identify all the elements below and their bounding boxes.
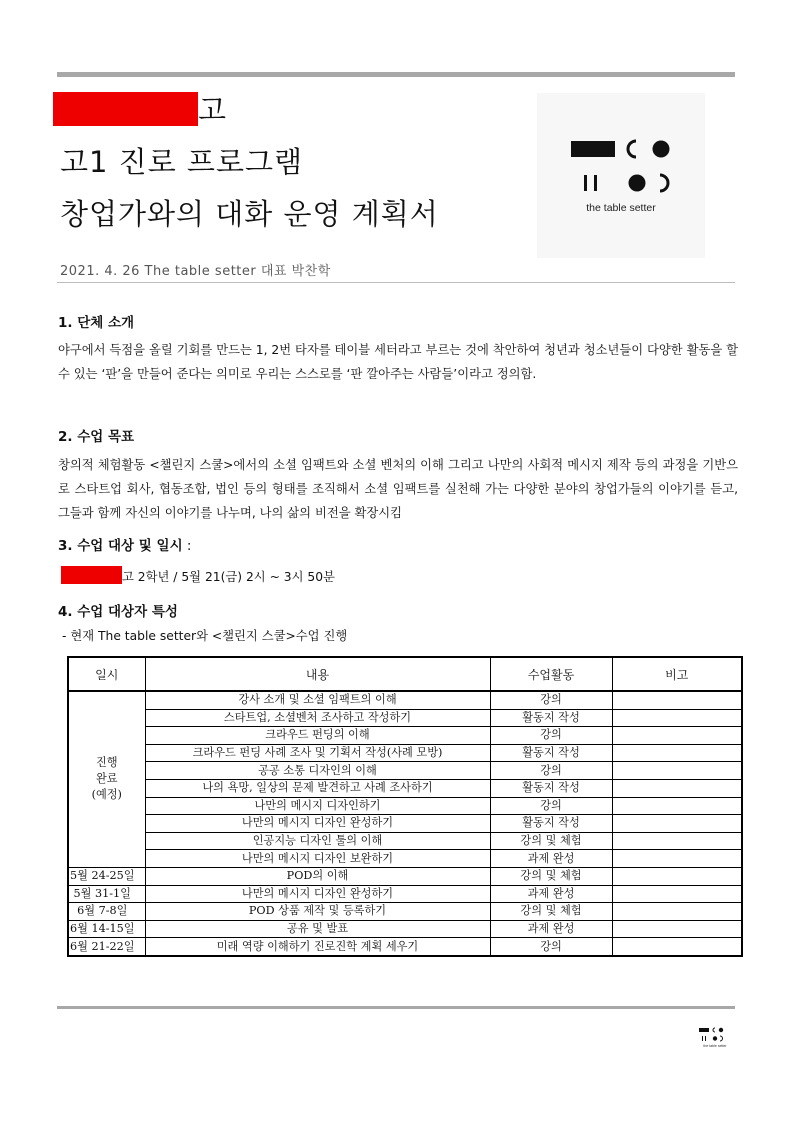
section-1-body: 야구에서 득점을 올릴 기회를 만드는 1, 2번 타자를 테이블 세터라고 부르는 것에 착안하여 청년과 청소년들이 다양한 활동을 할 수 있는 ‘판’을 만들어 준다는 의미로 우리는 스스로를 ‘판 깔아주는 사람들’이라고 정의함. [58,343,738,381]
logo-caption: the table setter [586,202,656,214]
activity-cell: 강의 [490,797,612,815]
note-cell [612,691,742,709]
content-cell: 나만의 메시지 디자인 보완하기 [145,850,490,868]
school-name-suffix: 고 [198,93,228,127]
redacted-school-name-2 [61,566,122,584]
section-3-heading-text: 3. 수업 대상 및 일시 [58,538,183,554]
footer-logo-mark-icon [697,1024,733,1054]
table-setter-logo [537,93,705,258]
date-cell: 6월 7-8일 [68,903,145,921]
note-cell [612,815,742,833]
activity-cell: 강의 및 체험 [490,867,612,885]
content-cell: 나만의 메시지 디자인 완성하기 [145,815,490,833]
content-cell: 강사 소개 및 소셜 임팩트의 이해 [145,691,490,709]
table-row [68,903,742,921]
activity-cell: 과제 완성 [490,920,612,938]
title-line-1: 고1 진로 프로그램 [60,145,303,179]
logo-mark-icon [537,93,705,258]
table-row [68,744,742,762]
note-cell [612,744,742,762]
section-2-heading: 2. 수업 목표 [58,429,135,445]
table-row [68,867,742,885]
class-schedule-detail: 고 2학년 / 5월 21(금) 2시 ~ 3시 50분 [122,570,335,584]
note-cell [612,867,742,885]
table-row [68,727,742,745]
note-cell [612,797,742,815]
content-cell: POD 상품 제작 및 등록하기 [145,903,490,921]
table-row [68,920,742,938]
activity-cell: 과제 완성 [490,850,612,868]
note-cell [612,779,742,797]
activity-cell: 강의 [490,691,612,709]
content-cell: 크라우드 펀딩 사례 조사 및 기획서 작성(사례 모방) [145,744,490,762]
activity-cell: 강의 [490,938,612,956]
section-3-heading [58,534,191,554]
note-cell [612,727,742,745]
content-cell: 스타트업, 소셜벤처 조사하고 작성하기 [145,709,490,727]
activity-cell: 강의 [490,727,612,745]
content-cell: 인공지능 디자인 툴의 이해 [145,832,490,850]
date-cell: 6월 14-15일 [68,920,145,938]
note-cell [612,903,742,921]
header-note: 비고 [612,657,742,691]
section-4-note: - 현재 The table setter와 <챌린지 스쿨>수업 진행 [62,629,348,643]
schedule-table [67,656,743,957]
section-4-heading: 4. 수업 대상자 특성 [58,604,178,620]
table-row [68,691,742,709]
top-rule [57,72,735,77]
document-date-author: 2021. 4. 26 The table setter 대표 박찬학 [60,264,331,279]
note-cell [612,850,742,868]
footer-logo-caption: the table setter [703,1044,727,1048]
activity-cell: 강의 및 체험 [490,832,612,850]
note-cell [612,709,742,727]
table-body [68,691,742,956]
content-cell: 나의 욕망, 일상의 문제 발견하고 사례 조사하기 [145,779,490,797]
table-row [68,797,742,815]
content-cell: 크라우드 펀딩의 이해 [145,727,490,745]
date-cell: 5월 24-25일 [68,867,145,885]
table-row [68,885,742,903]
table-row [68,762,742,780]
table-header-row [68,657,742,691]
activity-cell: 활동지 작성 [490,744,612,762]
table-row [68,832,742,850]
content-cell: 미래 역량 이해하기 진로진학 계획 세우기 [145,938,490,956]
note-cell [612,832,742,850]
title-line-2: 창업가와의 대화 운영 계획서 [60,197,439,231]
bottom-rule [57,1006,735,1009]
note-cell [612,885,742,903]
header-content: 내용 [145,657,490,691]
header-date: 일시 [68,657,145,691]
content-cell: 공공 소통 디자인의 이해 [145,762,490,780]
table-row [68,850,742,868]
content-cell: 나만의 메시지 디자인 완성하기 [145,885,490,903]
activity-cell: 활동지 작성 [490,815,612,833]
table-row [68,938,742,956]
status-cell: 진행 완료 (예정) [68,691,145,867]
date-cell: 5월 31-1일 [68,885,145,903]
activity-cell: 활동지 작성 [490,709,612,727]
table-row [68,815,742,833]
footer-logo [697,1024,733,1054]
section-2-body: 창의적 체험활동 <챌린지 스쿨>에서의 소셜 임팩트와 소셜 벤처의 이해 그리고 나만의 사회적 메시지 제작 등의 과정을 기반으로 스타트업 회사, 협동조합, 법인 등의 형태를 조직해서 소셜 임팩트를 실천해 가는 다양한 분야의 창업가들의 이야기를 듣고, 그들과 함께 자신의 이야기를 나누며, 나의 삶의 비전을 확장시킴 [58,458,738,520]
table-row [68,779,742,797]
redacted-school-name [53,92,198,126]
note-cell [612,762,742,780]
content-cell: POD의 이해 [145,867,490,885]
content-cell: 공유 및 발표 [145,920,490,938]
date-cell: 6월 21-22일 [68,938,145,956]
section-1-heading: 1. 단체 소개 [58,315,135,331]
header-activity: 수업활동 [490,657,612,691]
section-3-heading-suffix: : [182,538,192,554]
activity-cell: 강의 [490,762,612,780]
date-underline [57,282,735,283]
activity-cell: 활동지 작성 [490,779,612,797]
activity-cell: 과제 완성 [490,885,612,903]
activity-cell: 강의 및 체험 [490,903,612,921]
note-cell [612,938,742,956]
note-cell [612,920,742,938]
content-cell: 나만의 메시지 디자인하기 [145,797,490,815]
table-row [68,709,742,727]
